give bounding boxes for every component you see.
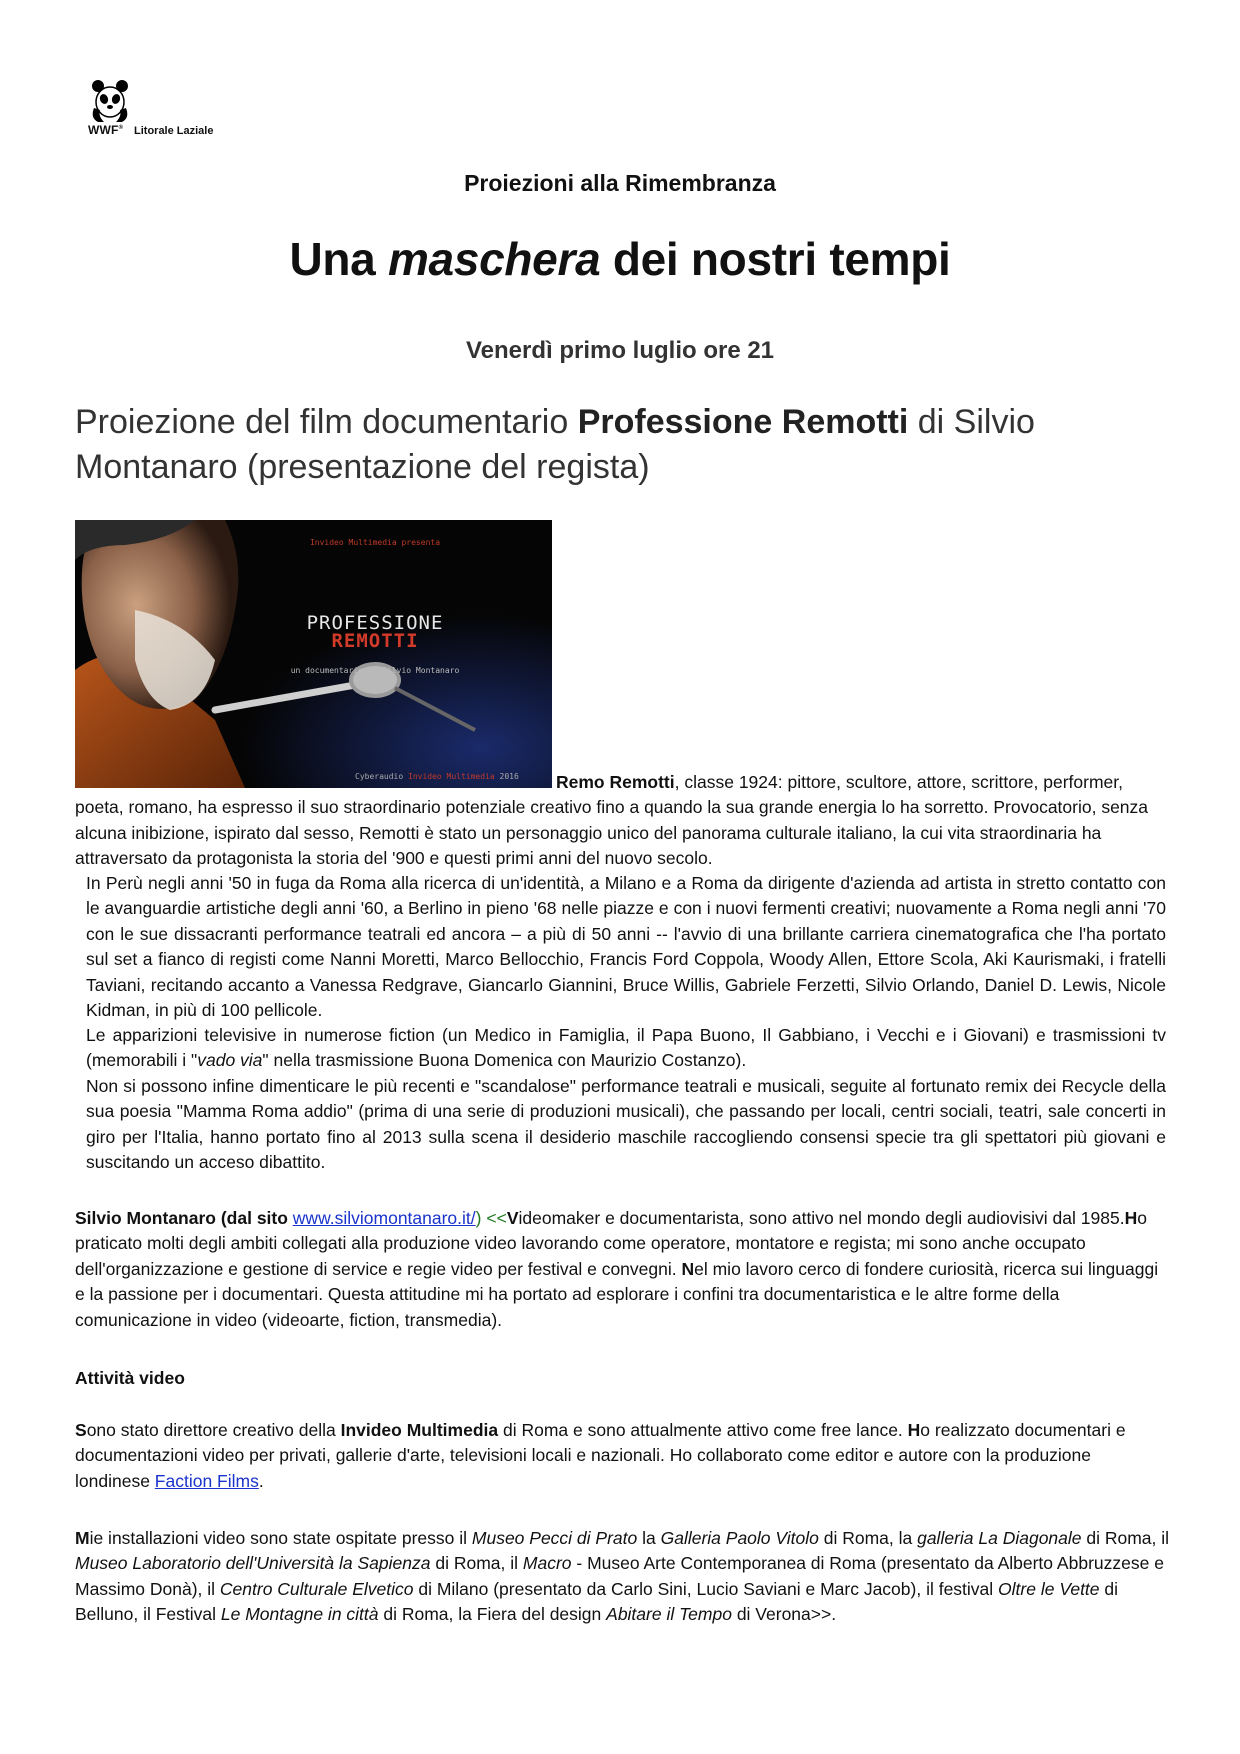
- poster-title-line2: REMOTTI: [331, 630, 419, 652]
- event-series-heading: Proiezioni alla Rimembranza: [464, 170, 776, 196]
- director-website-link[interactable]: www.silviomontanaro.it/: [292, 1208, 476, 1228]
- poster-presenter-text: Invideo Multimedia presenta: [309, 538, 441, 547]
- event-date: Venerdì primo luglio ore 21: [465, 337, 775, 364]
- installations-paragraph: Mie installazioni video sono state ospitate presso il Museo Pecci di Prato la Galleria Paolo Vitolo di Roma, la galleria La Diagonale di Roma, il Museo Laboratorio dell'Università la Sapienza di Roma, il Macro - Museo Arte Contemporanea di Roma (presentato da Alberto Abbruzzese e Massimo Donà), il Centro Culturale Elvetico di Milano (presentato da Carlo Sini, Lucio Saviani e Marc Jacob), il festival Oltre le Vette di Belluno, il Festival Le Montagne in città di Roma, la Fiera del design Abitare il Tempo di Verona>>.: [75, 1528, 1170, 1625]
- logo-subtitle: Litorale Laziale: [134, 125, 214, 137]
- poster-credit: Cyberaudio Invideo Multimedia 2016: [355, 772, 519, 781]
- panda-icon: [88, 78, 132, 122]
- activity-paragraph: Sono stato direttore creativo della Invideo Multimedia di Roma e sono attualmente attivo come free lance. Ho realizzato documentari e documentazioni video per privati, gallerie d'arte, televisioni locali e nazionali. Ho collaborato come editor e autore con la produzione londinese Faction Films.: [75, 1420, 1126, 1491]
- wwf-logo: [88, 78, 228, 142]
- film-poster-image: [75, 520, 552, 788]
- page-title: Una maschera dei nostri tempi: [289, 233, 951, 285]
- faction-films-link[interactable]: Faction Films: [154, 1470, 259, 1491]
- poster-subtitle: un documentario di Silvio Montanaro: [290, 666, 460, 675]
- poster-title-line1: PROFESSIONE: [306, 612, 444, 634]
- bio-paragraph-3: Le apparizioni televisive in numerose fiction (un Medico in Famiglia, il Papa Buono, Il Gabbiano, i Vecchi e i Giovani) e trasmissioni tv (memorabili i "vado via" nella trasmissione Buona Domenica con Maurizio Costanzo).: [86, 1025, 1166, 1071]
- bio-paragraph-2: In Perù negli anni '50 in fuga da Roma alla ricerca di un'identità, a Milano e a Roma da dirigente d'azienda ad artista in stretto contatto con le avanguardie artistiche degli anni '60, a Berlino in pieno '68 nelle piazze e con i nuovi fermenti creativi; nuovamente a Roma negli anni '70 con le sue dissacranti performance teatrali ed ancora – a più di 50 anni -- l'avvio di una brillante carriera cinematografica che l'ha portato sul set a fianco di registi come Nanni Moretti, Marco Bellocchio, Francis Ford Coppola, Woody Allen, Ettore Scola, Aki Kaurismaki, i fratelli Taviani, recitando accanto a Vanessa Redgrave, Giancarlo Giannini, Bruce Willis, Gabriele Ferzetti, Silvio Orlando, Daniel D. Lewis, Nicole Kidman, in più di 100 pellicole.: [86, 873, 1166, 1021]
- lead-paragraph: Proiezione del film documentario Professione Remotti di Silvio Montanaro (presentazione del regista): [75, 403, 1035, 486]
- director-paragraph: Silvio Montanaro (dal sito www.silviomontanaro.it/) <<Videomaker e documentarista, sono attivo nel mondo degli audiovisivi dal 1985.Ho praticato molti degli ambiti collegati alla produzione video lavorando come operatore, montatore e regista; mi sono anche occupato dell'organizzazione e gestione di service e regie video per festival e convegni. Nel mio lavoro cerco di fondere curiosità, ricerca sui linguaggi e la passione per i documentari. Questa attitudine mi ha portato ad esplorare i confini tra documentaristica e le altre forme della comunicazione in video (videoarte, fiction, transmedia).: [75, 1208, 1159, 1330]
- bio-paragraph-4: Non si possono infine dimenticare le più recenti e "scandalose" performance teatrali e musicali, seguite al fortunato remix dei Recycle della sua poesia "Mamma Roma addio" (prima di una serie di produzioni musicali), che passando per locali, centri sociali, teatri, sale concerti in giro per l'Italia, hanno portato fino al 2013 sulla scena il desiderio maschile raccogliendo consensi specie tra gli spettatori più giovani e suscitando un acceso dibattito.: [86, 1076, 1166, 1173]
- activity-heading: Attività video: [75, 1368, 185, 1388]
- bio-paragraph-1: Remo Remotti, classe 1924: pittore, scultore, attore, scrittore, performer, poeta, romano, ha espresso il suo straordinario potenziale creativo fino a quando la sua grande energia lo ha sorretto. Provocatorio, senza alcuna inibizione, ispirato dal sesso, Remotti è stato un personaggio unico del panorama culturale italiano, la cui vita straordinaria ha attraversato da protagonista la storia del '900 e questi primi anni del nuovo secolo.: [75, 772, 1149, 869]
- logo-brand: WWF®: [88, 123, 124, 137]
